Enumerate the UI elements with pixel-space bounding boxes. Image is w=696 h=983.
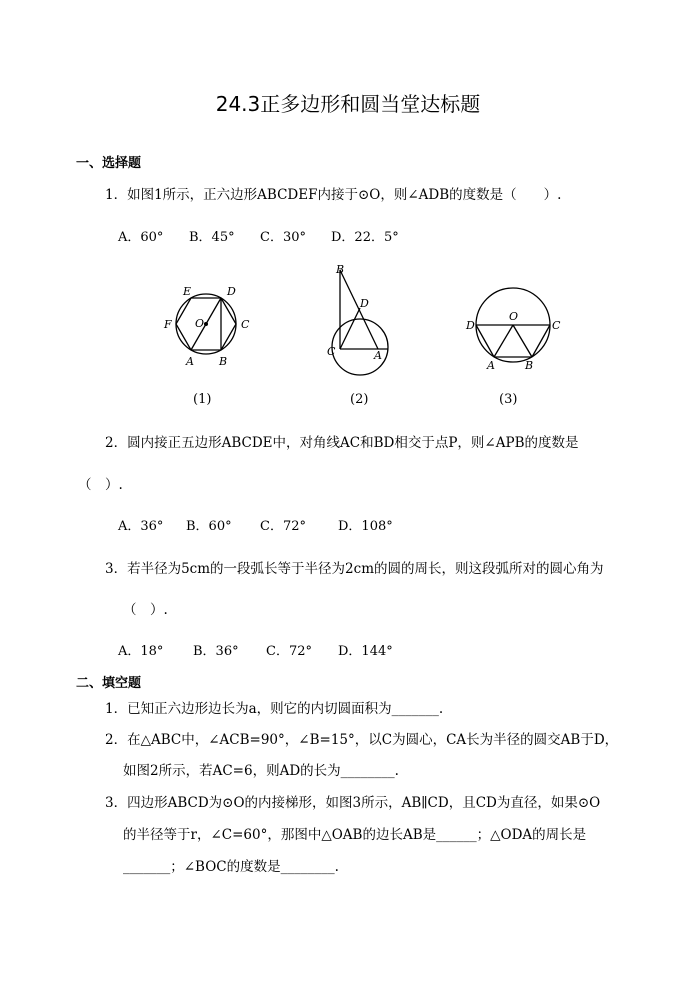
figure-2 — [318, 260, 398, 380]
q2-option-c: C．72° — [260, 519, 306, 534]
q3-option-b: B．36° — [193, 644, 239, 659]
question-2-line-2: （ ）. — [78, 477, 123, 493]
section-heading-fill: 二、填空题 — [76, 676, 142, 691]
q1-option-b: B．45° — [189, 230, 235, 245]
fig1-label-f: F — [164, 318, 172, 331]
q1-option-d: D．22．5° — [331, 230, 399, 245]
fill-question-3-line-2: 的半径等于r，∠C=60°，那图中△OAB的边长AB是______；△ODA的周长是 — [123, 827, 587, 843]
q2-option-a: A．36° — [118, 519, 164, 534]
fig3-label-o: O — [509, 310, 519, 323]
fig1-label-d: D — [227, 285, 236, 298]
q3-option-d: D．144° — [338, 644, 393, 659]
question-3-line-1: 3．若半径为5cm的一段弧长等于半径为2cm的圆的周长，则这段弧所对的圆心角为 — [105, 561, 604, 577]
q1-option-c: C．30° — [260, 230, 306, 245]
q3-option-c: C．72° — [266, 644, 312, 659]
fig2-label-b: B — [336, 263, 345, 276]
page-title: 24.3正多边形和圆当堂达标题 — [215, 92, 481, 116]
fig3-label-a: A — [487, 359, 495, 372]
fig2-label-c: C — [327, 345, 336, 358]
q2-option-d: D．108° — [338, 519, 393, 534]
fig2-label-d: D — [360, 297, 369, 310]
figure-1 — [160, 280, 260, 372]
fill-question-3-line-3: _______；∠BOC的度数是________. — [123, 859, 339, 875]
fig3-label-d: D — [466, 319, 475, 332]
fig1-label-o: O — [195, 317, 205, 330]
fig2-label-a: A — [374, 349, 382, 362]
figure-1-caption: (1) — [193, 392, 212, 407]
fig3-label-b: B — [525, 359, 534, 372]
fig3-label-c: C — [552, 319, 561, 332]
figure-3 — [460, 285, 570, 375]
figure-2-caption: (2) — [350, 392, 369, 407]
fill-question-3-line-1: 3．四边形ABCD为⊙O的内接梯形，如图3所示，AB∥CD，且CD为直径，如果⊙O — [105, 795, 601, 811]
q3-option-a: A．18° — [118, 644, 164, 659]
fill-question-1: 1．已知正六边形边长为a，则它的内切圆面积为_______. — [105, 701, 444, 717]
figure-3-caption: (3) — [499, 392, 518, 407]
question-2-line-1: 2．圆内接正五边形ABCDE中，对角线AC和BD相交于点P，则∠APB的度数是 — [105, 435, 579, 451]
section-heading-choice: 一、选择题 — [76, 156, 142, 171]
fig1-label-b: B — [219, 355, 228, 368]
question-3-line-2: （ ）. — [123, 602, 168, 618]
q2-option-b: B．60° — [186, 519, 232, 534]
fill-question-2-line-1: 2．在△ABC中，∠ACB=90°，∠B=15°，以C为圆心，CA长为半径的圆交AB于D， — [105, 732, 619, 748]
fill-question-2-line-2: 如图2所示，若AC=6，则AD的长为________. — [123, 763, 399, 779]
fig1-label-a: A — [186, 355, 194, 368]
fig1-label-c: C — [241, 318, 250, 331]
q1-option-a: A．60° — [118, 230, 164, 245]
fig1-label-e: E — [183, 285, 192, 298]
question-1: 1．如图1所示，正六边形ABCDEF内接于⊙O，则∠ADB的度数是（ ）. — [105, 187, 562, 203]
